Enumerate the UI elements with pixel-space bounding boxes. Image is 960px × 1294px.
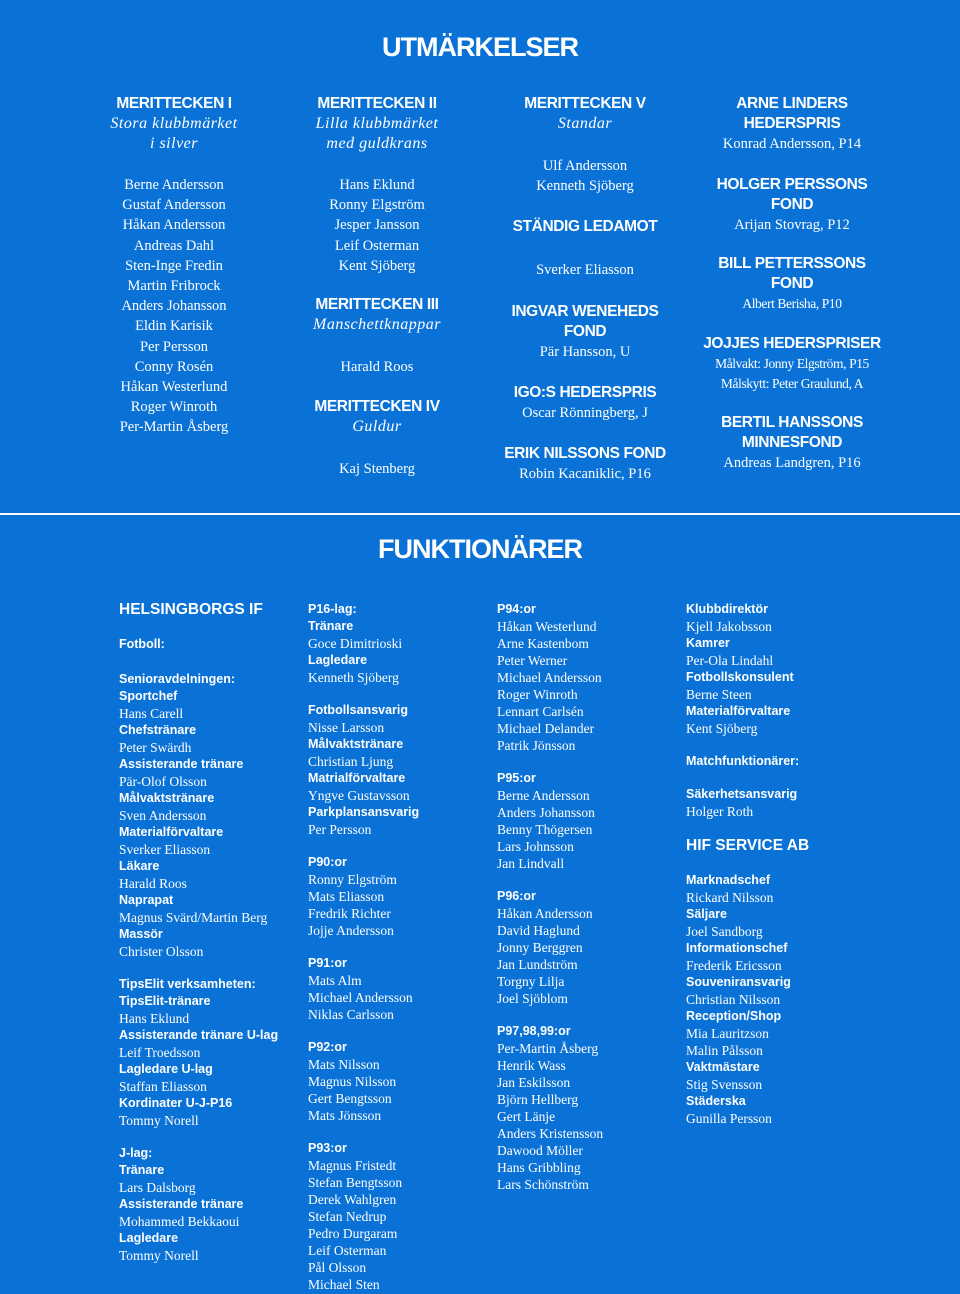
role-label: P16-lag: <box>308 602 357 616</box>
officials-column-2 <box>308 601 488 1293</box>
officials-column-1 <box>119 600 299 1264</box>
award-recipient: Kenneth Sjöberg <box>536 178 634 195</box>
awards-title: UTMÄRKELSER <box>382 32 578 62</box>
officials-column-3 <box>497 601 677 1193</box>
award-column-4 <box>694 94 890 473</box>
person-name: Pedro Durgaram <box>308 1226 398 1241</box>
person-name: Torgny Lilja <box>497 974 565 989</box>
award-recipient: Hans Eklund <box>339 177 415 193</box>
award-recipient: Conny Rosén <box>134 358 214 375</box>
person-name: Gert Länje <box>497 1109 556 1124</box>
award-recipient: Albert Berisha, P10 <box>742 296 842 312</box>
award-recipient: Sten-Inge Fredin <box>125 257 223 274</box>
award-recipient: Håkan Westerlund <box>120 379 228 396</box>
award-recipient: Per Persson <box>139 338 209 355</box>
person-name: Leif Osterman <box>308 1243 387 1258</box>
award-heading: FOND <box>770 275 814 293</box>
award-recipient: Per-Martin Åsberg <box>119 419 229 436</box>
person-name: Jan Lundström <box>497 957 578 972</box>
person-name: Hans Carell <box>119 706 184 721</box>
person-name: Derek Wahlgren <box>308 1192 397 1207</box>
award-recipient: Robin Kacaniklic, P16 <box>519 466 651 483</box>
award-recipient: Leif Osterman <box>334 237 420 254</box>
role-label: Säljare <box>686 907 728 921</box>
role-label: Senioravdelningen: <box>119 672 235 686</box>
award-recipient: Håkan Andersson <box>122 217 226 234</box>
person-name: Hans Eklund <box>119 1011 190 1026</box>
person-name: Roger Winroth <box>497 687 578 702</box>
person-name: Mats Eliasson <box>308 889 385 904</box>
role-label: Materialförvaltare <box>119 825 224 839</box>
award-recipient: Ronny Elgström <box>329 197 425 214</box>
role-label: TipsElit-tränare <box>119 994 211 1008</box>
award-recipient: Roger Winroth <box>130 399 218 416</box>
award-recipient: Sverker Eliasson <box>536 262 634 279</box>
person-name: Michael Andersson <box>308 990 413 1005</box>
person-name: Holger Roth <box>686 804 754 819</box>
award-recipient: Kaj Stenberg <box>339 461 415 478</box>
person-name: Berne Andersson <box>497 788 590 803</box>
role-label: Souveniransvarig <box>686 975 791 989</box>
person-name: Per-Martin Åsberg <box>497 1041 599 1056</box>
role-label: P93:or <box>308 1141 347 1155</box>
award-subtitle: Guldur <box>352 418 402 436</box>
person-name: David Haglund <box>497 923 580 938</box>
award-column-1 <box>88 94 260 438</box>
award-heading: MINNESFOND <box>741 434 843 452</box>
award-recipient: Andreas Landgren, P16 <box>723 455 861 472</box>
award-recipient: Gustaf Andersson <box>122 197 226 214</box>
person-name: Stefan Nedrup <box>308 1209 387 1224</box>
person-name: Lars Johnsson <box>497 839 574 854</box>
award-heading: FOND <box>563 322 607 340</box>
award-subtitle: Stora klubbmärket <box>110 115 238 132</box>
person-name: Sven Andersson <box>119 808 207 823</box>
role-label: Läkare <box>119 859 160 873</box>
award-heading: BILL PETTERSSONS <box>718 255 866 273</box>
role-label: Informationschef <box>686 941 788 955</box>
award-subtitle: i silver <box>150 135 198 152</box>
role-label: Chefstränare <box>119 723 197 737</box>
award-heading: INGVAR WENEHEDS <box>511 302 659 320</box>
role-label: Lagledare <box>119 1231 179 1245</box>
person-name: Henrik Wass <box>497 1058 566 1073</box>
person-name: Per-Ola Lindahl <box>686 653 774 668</box>
award-heading: BERTIL HANSSONS <box>721 414 863 432</box>
person-name: Nisse Larsson <box>308 720 385 735</box>
role-label: P96:or <box>497 889 536 903</box>
person-name: Dawood Möller <box>497 1143 583 1158</box>
person-name: Lars Dalsborg <box>119 1180 196 1195</box>
person-name: Peter Swärdh <box>119 740 192 755</box>
role-label: Materialförvaltare <box>686 704 791 718</box>
role-label: Fotbollsansvarig <box>308 703 409 717</box>
person-name: Berne Steen <box>686 687 752 702</box>
person-name: Tommy Norell <box>119 1248 199 1263</box>
person-name: Jan Lindvall <box>497 856 565 871</box>
person-name: Kjell Jakobsson <box>686 619 772 634</box>
award-heading: STÄNDIG LEDAMOT <box>512 218 658 236</box>
section-divider <box>0 513 960 515</box>
person-name: Anders Johansson <box>497 805 595 820</box>
award-heading: HEDERSPRIS <box>743 115 841 132</box>
person-name: Gert Bengtsson <box>308 1091 392 1106</box>
award-heading: JOJJES HEDERSPRISER <box>703 334 881 352</box>
award-heading: FOND <box>770 196 814 214</box>
person-name: Sverker Eliasson <box>119 842 211 857</box>
award-recipient: Berne Andersson <box>124 177 224 193</box>
person-name: Leif Troedsson <box>119 1045 201 1060</box>
person-name: Jan Eskilsson <box>497 1075 571 1090</box>
role-label: Matrialförvaltare <box>308 771 406 785</box>
person-name: Fredrik Richter <box>308 906 391 921</box>
award-recipient: Pär Hansson, U <box>539 343 631 360</box>
award-subtitle: Manschettknappar <box>313 316 441 334</box>
person-name: Arne Kastenbom <box>497 636 589 651</box>
role-label: Lagledare <box>308 653 368 667</box>
person-name: Gunilla Persson <box>686 1111 772 1126</box>
award-recipient: Målskytt: Peter Graulund, A <box>720 375 864 391</box>
award-heading: MERITTECKEN I <box>116 95 232 112</box>
person-name: Stefan Bengtsson <box>308 1175 403 1190</box>
officials-title: FUNKTIONÄRER <box>378 534 582 564</box>
role-label: Vaktmästare <box>686 1060 760 1074</box>
person-name: Michael Sten <box>308 1277 380 1292</box>
person-name: Mats Alm <box>308 973 362 988</box>
role-label: Fotboll: <box>119 637 165 651</box>
role-label: P90:or <box>308 855 347 869</box>
award-recipient: Andreas Dahl <box>133 237 215 254</box>
role-label: Naprapat <box>119 893 174 907</box>
person-name: Håkan Westerlund <box>497 619 597 634</box>
role-label: Lagledare U-lag <box>119 1062 213 1076</box>
person-name: Yngve Gustavsson <box>308 788 410 803</box>
person-name: Mats Jönsson <box>308 1108 382 1123</box>
person-name: Lars Schönström <box>497 1177 589 1192</box>
person-name: Håkan Andersson <box>497 906 593 921</box>
role-label: Sportchef <box>119 689 178 703</box>
role-label: Assisterande tränare U-lag <box>119 1028 279 1042</box>
award-recipient: Målvakt: Jonny Elgström, P15 <box>715 355 869 371</box>
award-heading: MERITTECKEN IV <box>314 398 440 416</box>
person-name: Lennart Carlsén <box>497 704 584 719</box>
award-recipient: Konrad Andersson, P14 <box>722 136 862 152</box>
award-recipient: Arijan Stovrag, P12 <box>734 217 850 234</box>
award-heading: MERITTECKEN V <box>524 95 646 112</box>
award-column-2 <box>290 94 464 479</box>
award-heading: IGO:S HEDERSPRIS <box>513 383 657 401</box>
role-label: Städerska <box>686 1094 746 1108</box>
person-name: Rickard Nilsson <box>686 890 774 905</box>
role-label: P91:or <box>308 956 347 970</box>
person-name: Mats Nilsson <box>308 1057 380 1072</box>
role-label: Klubbdirektör <box>686 602 768 616</box>
person-name: Goce Dimitrioski <box>308 636 403 651</box>
role-label: J-lag: <box>119 1146 153 1160</box>
award-recipient: Kent Sjöberg <box>338 257 416 274</box>
award-heading: HOLGER PERSSONS <box>716 176 868 194</box>
person-name: Anders Kristensson <box>497 1126 604 1141</box>
person-name: Per Persson <box>308 822 372 837</box>
person-name: Kent Sjöberg <box>686 721 758 736</box>
role-label: Målvaktstränare <box>308 737 404 751</box>
person-name: Michael Delander <box>497 721 595 736</box>
role-label: Kamrer <box>686 636 730 650</box>
section-heading: HIF SERVICE AB <box>686 837 810 854</box>
person-name: Michael Andersson <box>497 670 602 685</box>
person-name: Hans Gribbling <box>497 1160 581 1175</box>
role-label: Marknadschef <box>686 873 771 887</box>
person-name: Jojje Andersson <box>308 923 394 938</box>
award-recipient: Jesper Jansson <box>334 217 420 234</box>
award-recipient: Eldin Karisik <box>135 318 213 335</box>
person-name: Tommy Norell <box>119 1113 199 1128</box>
award-subtitle: med guldkrans <box>326 135 428 152</box>
person-name: Mohammed Bekkaoui <box>119 1214 240 1229</box>
person-name: Peter Werner <box>497 653 568 668</box>
award-recipient: Martin Fribrock <box>127 278 221 295</box>
person-name: Magnus Nilsson <box>308 1074 397 1089</box>
person-name: Harald Roos <box>119 876 187 891</box>
role-label: Parkplansansvarig <box>308 805 420 819</box>
person-name: Patrik Jönsson <box>497 738 576 753</box>
role-label: Fotbollskonsulent <box>686 670 794 684</box>
person-name: Joel Sjöblom <box>497 991 568 1006</box>
award-recipient: Ulf Andersson <box>542 158 628 174</box>
person-name: Stig Svensson <box>686 1077 763 1092</box>
person-name: Jonny Berggren <box>497 940 583 955</box>
role-label: Massör <box>119 927 163 941</box>
officials-column-4 <box>686 601 866 1127</box>
award-recipient: Anders Johansson <box>121 298 227 315</box>
role-label: TipsElit verksamheten: <box>119 977 256 991</box>
person-name: Ronny Elgström <box>308 872 397 887</box>
award-heading: MERITTECKEN II <box>317 95 437 112</box>
person-name: Christian Nilsson <box>686 992 781 1007</box>
person-name: Christer Olsson <box>119 944 204 959</box>
award-recipient: Harald Roos <box>340 359 414 376</box>
person-name: Mia Lauritzson <box>686 1026 769 1041</box>
role-label: Kordinater U-J-P16 <box>119 1096 233 1110</box>
role-label: Assisterande tränare <box>119 757 244 771</box>
person-name: Frederik Ericsson <box>686 958 782 973</box>
section-heading: HELSINGBORGS IF <box>119 601 263 618</box>
award-column-3 <box>490 94 680 484</box>
role-label: Assisterande tränare <box>119 1197 244 1211</box>
award-heading: ARNE LINDERS <box>736 95 848 112</box>
role-label: P97,98,99:or <box>497 1024 571 1038</box>
person-name: Kenneth Sjöberg <box>308 670 399 685</box>
role-label: Matchfunktionärer: <box>686 754 800 768</box>
person-name: Joel Sandborg <box>686 924 763 939</box>
person-name: Pål Olsson <box>308 1260 367 1275</box>
role-label: P92:or <box>308 1040 347 1054</box>
person-name: Niklas Carlsson <box>308 1007 394 1022</box>
role-label: Tränare <box>308 619 354 633</box>
role-label: Säkerhetsansvarig <box>686 787 798 801</box>
person-name: Benny Thögersen <box>497 822 593 837</box>
award-subtitle: Lilla klubbmärket <box>315 115 439 132</box>
role-label: Målvaktstränare <box>119 791 215 805</box>
award-subtitle: Standar <box>557 115 613 132</box>
award-recipient: Oscar Rönningberg, J <box>522 404 648 421</box>
person-name: Christian Ljung <box>308 754 394 769</box>
person-name: Pär-Olof Olsson <box>119 774 207 789</box>
award-heading: MERITTECKEN III <box>315 296 439 314</box>
person-name: Magnus Svärd/Martin Berg <box>119 910 268 925</box>
award-heading: ERIK NILSSONS FOND <box>504 445 666 463</box>
role-label: P94:or <box>497 602 536 616</box>
person-name: Magnus Fristedt <box>308 1158 397 1173</box>
person-name: Staffan Eliasson <box>119 1079 207 1094</box>
role-label: Reception/Shop <box>686 1009 782 1023</box>
person-name: Malin Pålsson <box>686 1043 763 1058</box>
person-name: Björn Hellberg <box>497 1092 579 1107</box>
role-label: Tränare <box>119 1163 165 1177</box>
role-label: P95:or <box>497 771 536 785</box>
